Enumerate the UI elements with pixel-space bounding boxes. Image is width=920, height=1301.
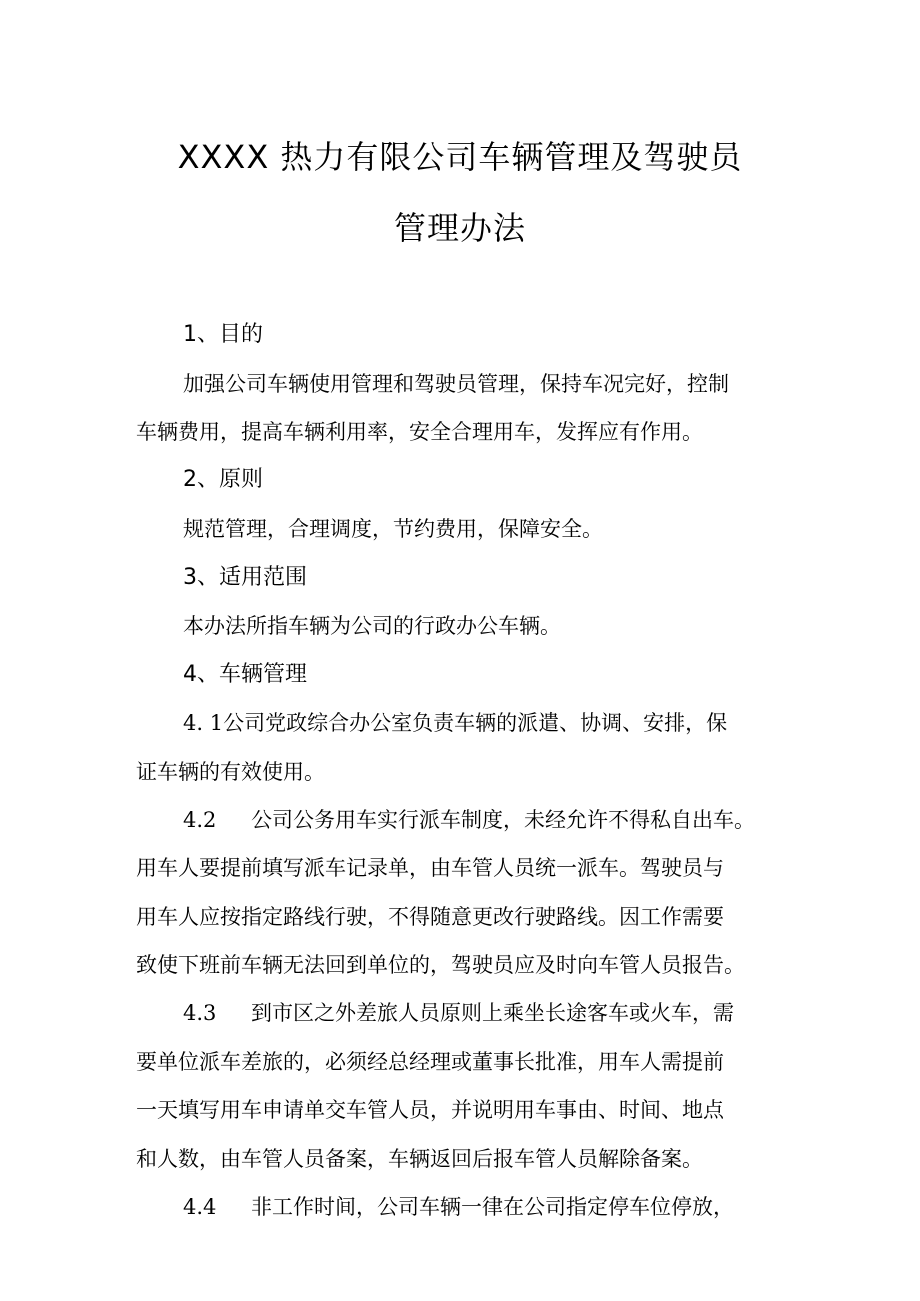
section-3-heading: 3、适用范围 bbox=[183, 565, 307, 590]
clause-4-1-line: 4. 1公司党政综合办公室负责车辆的派遣、协调、安排，保 bbox=[183, 711, 728, 735]
document-title-line-2: 管理办法 bbox=[393, 209, 526, 247]
section-1-paragraph-line: 车辆费用，提高车辆利用率，安全合理用车，发挥应有作用。 bbox=[136, 420, 703, 444]
clause-4-3-text: 到市区之外差旅人员原则上乘坐长途客车或火车，需 bbox=[251, 1001, 734, 1025]
section-1-heading: 1、目的 bbox=[183, 322, 263, 347]
section-1-paragraph-line: 加强公司车辆使用管理和驾驶员管理，保持车况完好，控制 bbox=[183, 372, 729, 396]
document-title-line-1: XXXX 热力有限公司车辆管理及驾驶员 bbox=[177, 138, 743, 176]
clause-4-3-line: 一天填写用车申请单交车管人员，并说明用车事由、时间、地点 bbox=[136, 1098, 724, 1122]
clause-4-2-number: 4.2 bbox=[183, 808, 217, 832]
clause-4-2-line: 用车人应按指定路线行驶，不得随意更改行驶路线。因工作需要 bbox=[136, 905, 724, 929]
clause-4-4-number: 4.4 bbox=[183, 1195, 217, 1219]
clause-4-4-text: 非工作时间，公司车辆一律在公司指定停车位停放， bbox=[251, 1195, 734, 1219]
section-2-heading: 2、原则 bbox=[183, 467, 263, 492]
clause-4-2-line: 用车人要提前填写派车记录单，由车管人员统一派车。驾驶员与 bbox=[136, 856, 724, 880]
clause-4-3-line: 要单位派车差旅的，必须经总经理或董事长批准，用车人需提前 bbox=[136, 1050, 724, 1074]
clause-4-2-line bbox=[183, 805, 755, 835]
section-4-heading: 4、车辆管理 bbox=[183, 662, 307, 687]
clause-4-3-line: 和人数，由车管人员备案，车辆返回后报车管人员解除备案。 bbox=[136, 1147, 703, 1171]
clause-4-2-line: 致使下班前车辆无法回到单位的，驾驶员应及时向车管人员报告。 bbox=[136, 953, 745, 977]
clause-4-3-number: 4.3 bbox=[183, 1001, 217, 1025]
section-2-paragraph-line: 规范管理，合理调度，节约费用，保障安全。 bbox=[183, 517, 603, 541]
clause-4-2-text: 公司公务用车实行派车制度，未经允许不得私自出车。 bbox=[251, 808, 755, 832]
clause-4-1-line: 证车辆的有效使用。 bbox=[136, 760, 325, 784]
clause-4-4-line bbox=[183, 1192, 734, 1222]
clause-4-3-line bbox=[183, 998, 734, 1028]
section-3-paragraph-line: 本办法所指车辆为公司的行政办公车辆。 bbox=[183, 614, 561, 638]
